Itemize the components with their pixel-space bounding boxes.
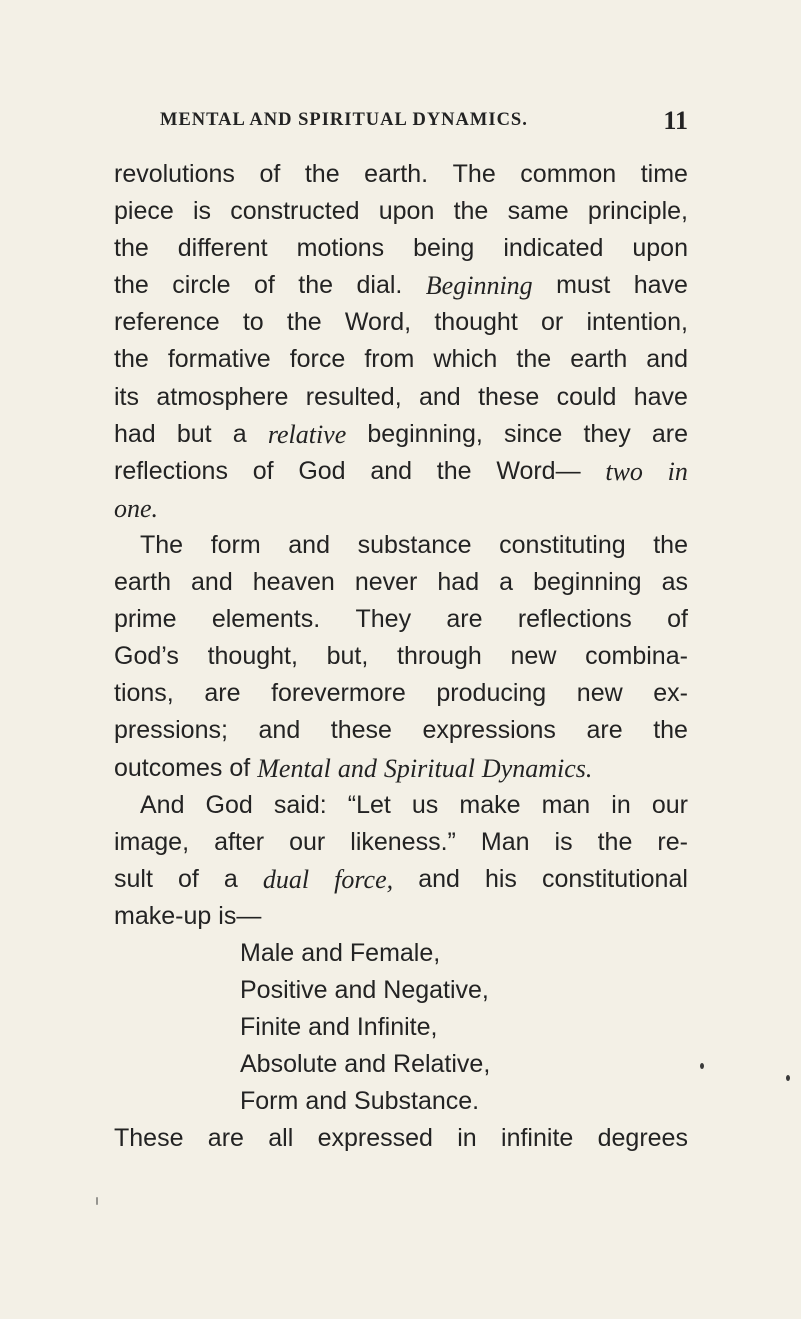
word: the [114,345,149,374]
word: God [205,790,253,819]
word: relative [267,419,347,449]
text-line [114,379,688,416]
word: constructed [230,197,360,226]
text-line [114,750,688,787]
text-line [114,712,688,749]
text-line [114,193,688,230]
word: infinite [501,1124,574,1153]
word: are [204,679,241,708]
word: is [192,197,212,226]
word: but [176,419,212,448]
word: The [140,530,184,559]
word: the [286,308,322,337]
word: said: [273,790,327,819]
word: from [364,345,415,374]
word: force [289,345,346,374]
word: earth [570,345,628,374]
text-line [114,824,688,861]
word: atmosphere [156,382,289,411]
word: have [633,382,688,411]
word: same [507,197,569,226]
word: a [232,419,247,448]
word: as [661,568,688,597]
word: after [214,827,265,856]
word: likeness.” [350,827,456,856]
word: common [520,160,617,188]
word: of [259,160,281,188]
word: reflections [517,605,632,634]
word: the [516,345,552,374]
word: expressed [317,1124,433,1153]
word: reference [114,308,220,337]
word: producing [436,679,547,708]
word: man [541,790,591,819]
word: revolutions [114,160,235,188]
word: different [177,234,268,263]
page-number: 11 [663,106,688,135]
word: constituting [499,530,626,559]
word: make-up [114,901,212,930]
word: and [337,753,377,783]
word: The [452,160,496,188]
word: and [419,382,461,411]
word: which [433,345,498,374]
text-line [114,341,688,378]
word: dual [262,864,310,894]
text-line [114,1009,688,1046]
word: elements. [211,605,321,634]
word: these [478,382,540,411]
word: Substance. [354,1087,480,1116]
word: earth [114,568,171,597]
text-line [114,1120,688,1157]
text-line [114,787,688,824]
word: pressions; [114,716,228,745]
word: heaven [252,568,335,597]
word: These [114,1124,184,1153]
ink-speck [786,1075,790,1081]
word: indicated [503,234,604,263]
word: principle, [587,197,688,226]
word: new [510,642,557,671]
word: and [258,716,301,745]
word: must [556,271,611,300]
word: all [268,1124,294,1153]
word: is— [218,901,262,930]
word: the [653,716,688,745]
word: Dynamics. [481,753,593,783]
word: Spiritual [383,753,475,783]
word: Word, [344,308,412,337]
word: ex- [653,679,688,708]
text-line [114,453,688,490]
word: image, [114,827,190,856]
text-line [114,490,688,527]
word: upon [632,234,688,263]
word: are [586,716,623,745]
text-line [114,898,688,935]
word: Negative, [383,976,489,1005]
word: the [304,160,340,188]
word: his [484,864,517,893]
word: Male [240,938,295,967]
word: Positive [240,976,328,1005]
word: Beginning [425,271,533,301]
word: Infinite, [356,1013,438,1042]
word: are [207,1124,244,1153]
word: its [114,382,139,411]
word: and [301,938,343,967]
word: Absolute [240,1050,338,1079]
word: thought [434,308,518,337]
word: They [355,605,412,634]
word: new [576,679,623,708]
word: have [633,271,688,300]
running-title: MENTAL AND SPIRITUAL DYNAMICS. [160,110,528,130]
word: thought, [207,642,298,671]
ink-speck [700,1063,704,1069]
word: the [436,456,472,485]
text-line [114,638,688,675]
word: could [556,382,617,411]
word: substance [357,530,472,559]
text-line [114,601,688,638]
word: and [305,1087,348,1116]
word: the [597,827,633,856]
word: circle [172,271,231,300]
word: or [541,308,564,337]
word: the [114,234,149,263]
word: re- [657,827,688,856]
word: Man [480,827,530,856]
running-head [160,106,688,136]
text-line [114,972,688,1009]
text-line [114,230,688,267]
word: forevermore [271,679,406,708]
text-line [114,527,688,564]
word: of [252,456,274,485]
word: is [554,827,573,856]
word: of [177,864,199,893]
word: motions [296,234,385,263]
word: our [289,827,326,856]
text-line [114,416,688,453]
word: the [453,197,489,226]
word: but, [326,642,369,671]
word: prime [114,605,177,634]
word: time [640,160,688,188]
word: had [437,568,480,597]
word: to [242,308,264,337]
word: constitutional [542,864,688,893]
text-line [114,861,688,898]
word: tions, [114,679,174,708]
word: Female, [349,938,441,967]
word: and [191,568,233,597]
word: a [499,568,514,597]
text-line [114,564,688,601]
word: and [370,456,413,485]
word: Form [240,1087,299,1116]
word: Relative, [393,1050,491,1079]
ink-speck [96,1197,98,1205]
word: they [583,419,631,448]
text-line [114,1083,688,1120]
text-line [114,304,688,341]
word: outcomes [114,753,223,782]
word: through [397,642,482,671]
word: since [503,419,563,448]
word: the [653,530,688,559]
word: reflections [114,456,228,485]
word: expressions [422,716,556,745]
word: formative [167,345,271,374]
word: of [667,605,688,634]
text-line [114,675,688,712]
word: God [298,456,346,485]
word: And [140,790,185,819]
word: our [651,790,688,819]
word: degrees [597,1124,688,1153]
word: the [114,271,149,300]
word: are [651,419,688,448]
word: upon [378,197,435,226]
word: force, [334,864,394,894]
word: combina- [585,642,688,671]
word: make [459,790,521,819]
word: Finite [240,1013,302,1042]
word: of [253,271,275,300]
word: sult [114,864,153,893]
word: piece [114,197,174,226]
word: and [418,864,460,893]
word: in [667,456,688,486]
word: a [223,864,238,893]
word: “Let [347,790,391,819]
word: resulted, [305,382,402,411]
word: two [605,456,643,486]
text-line [114,935,688,972]
word: and [646,345,688,374]
word: intention, [586,308,688,337]
word: earth. [364,160,429,188]
word: beginning [533,568,642,597]
word: and [288,530,330,559]
word: in [457,1124,477,1153]
text-line [114,156,688,193]
word: of [229,753,251,782]
word: these [330,716,392,745]
word: in [611,790,631,819]
text-line [114,1046,688,1083]
text-line [114,267,688,304]
word: Word— [496,456,581,485]
word: and [344,1050,387,1079]
word: and [334,976,377,1005]
word: Mental [257,753,331,783]
word: dial. [356,271,403,300]
word: being [413,234,475,263]
word: form [210,530,261,559]
word: God’s [114,642,179,671]
word: and [308,1013,350,1042]
word: us [411,790,439,819]
word: one. [114,493,159,523]
word: beginning, [367,419,483,448]
word: are [446,605,483,634]
body-text [114,156,688,1158]
word: never [354,568,418,597]
word: the [298,271,334,300]
word: had [114,419,156,448]
